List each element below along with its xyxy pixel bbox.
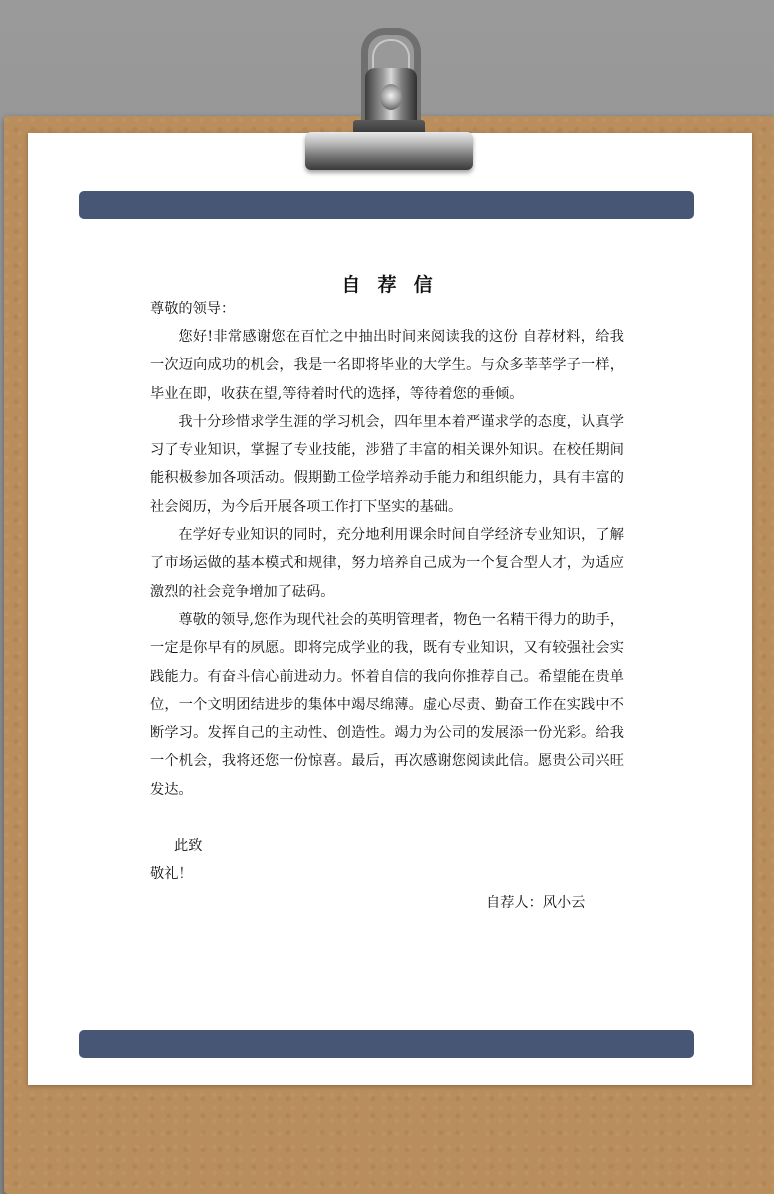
letter-closing-line: 此致 [174, 838, 203, 854]
letter-body [150, 323, 624, 804]
letter-title: 自荐信 [341, 274, 450, 296]
letter-paragraph: 我十分珍惜求学生涯的学习机会，四年里本着严谨求学的态度，认真学习了专业知识，掌握了专业技能，涉猎了丰富的相关课外知识。在校任期间能积极参加各项活动。假期勤工俭学培养动手能力和组织能力，具有丰富的社会阅历，为今后开展各项工作打下坚实的基础。 [150, 413, 624, 515]
letter-salute-line: 敬礼！ [150, 866, 193, 882]
letter-greeting: 尊敬的领导： [150, 301, 236, 317]
letter-paragraph: 尊敬的领导,您作为现代社会的英明管理者，物色一名精干得力的助手，一定是你早有的夙愿。即将完成学业的我，既有专业知识，又有较强社会实践能力。有奋斗信心前进动力。怀着自信的我向你推荐自己。希望能在贵单位，一个文明团结进步的集体中竭尽绵薄。虚心尽责、勤奋工作在实践中不断学习。发挥自己的主动性、创造性。竭力为公司的发展添一份光彩。给我一个机会，我将还您一份惊喜。最后，再次感谢您阅读此信。愿贵公司兴旺发达。 [150, 611, 624, 798]
letter-paragraph: 您好!非常感谢您在百忙之中抽出时间来阅读我的这份 自荐材料，给我一次迈向成功的机会，我是一名即将毕业的大学生。与众多莘莘学子一样，毕业在即，收获在望,等待着时代的选择，等待着您的垂倾。 [150, 329, 624, 402]
letter-paragraph: 在学好专业知识的同时，充分地利用课余时间自学经济专业知识，了解了市场运做的基本模式和规律，努力培养自己成为一个复合型人才，为适应激烈的社会竞争增加了砝码。 [150, 527, 624, 600]
letter-signature: 自荐人：风小云 [486, 895, 586, 911]
